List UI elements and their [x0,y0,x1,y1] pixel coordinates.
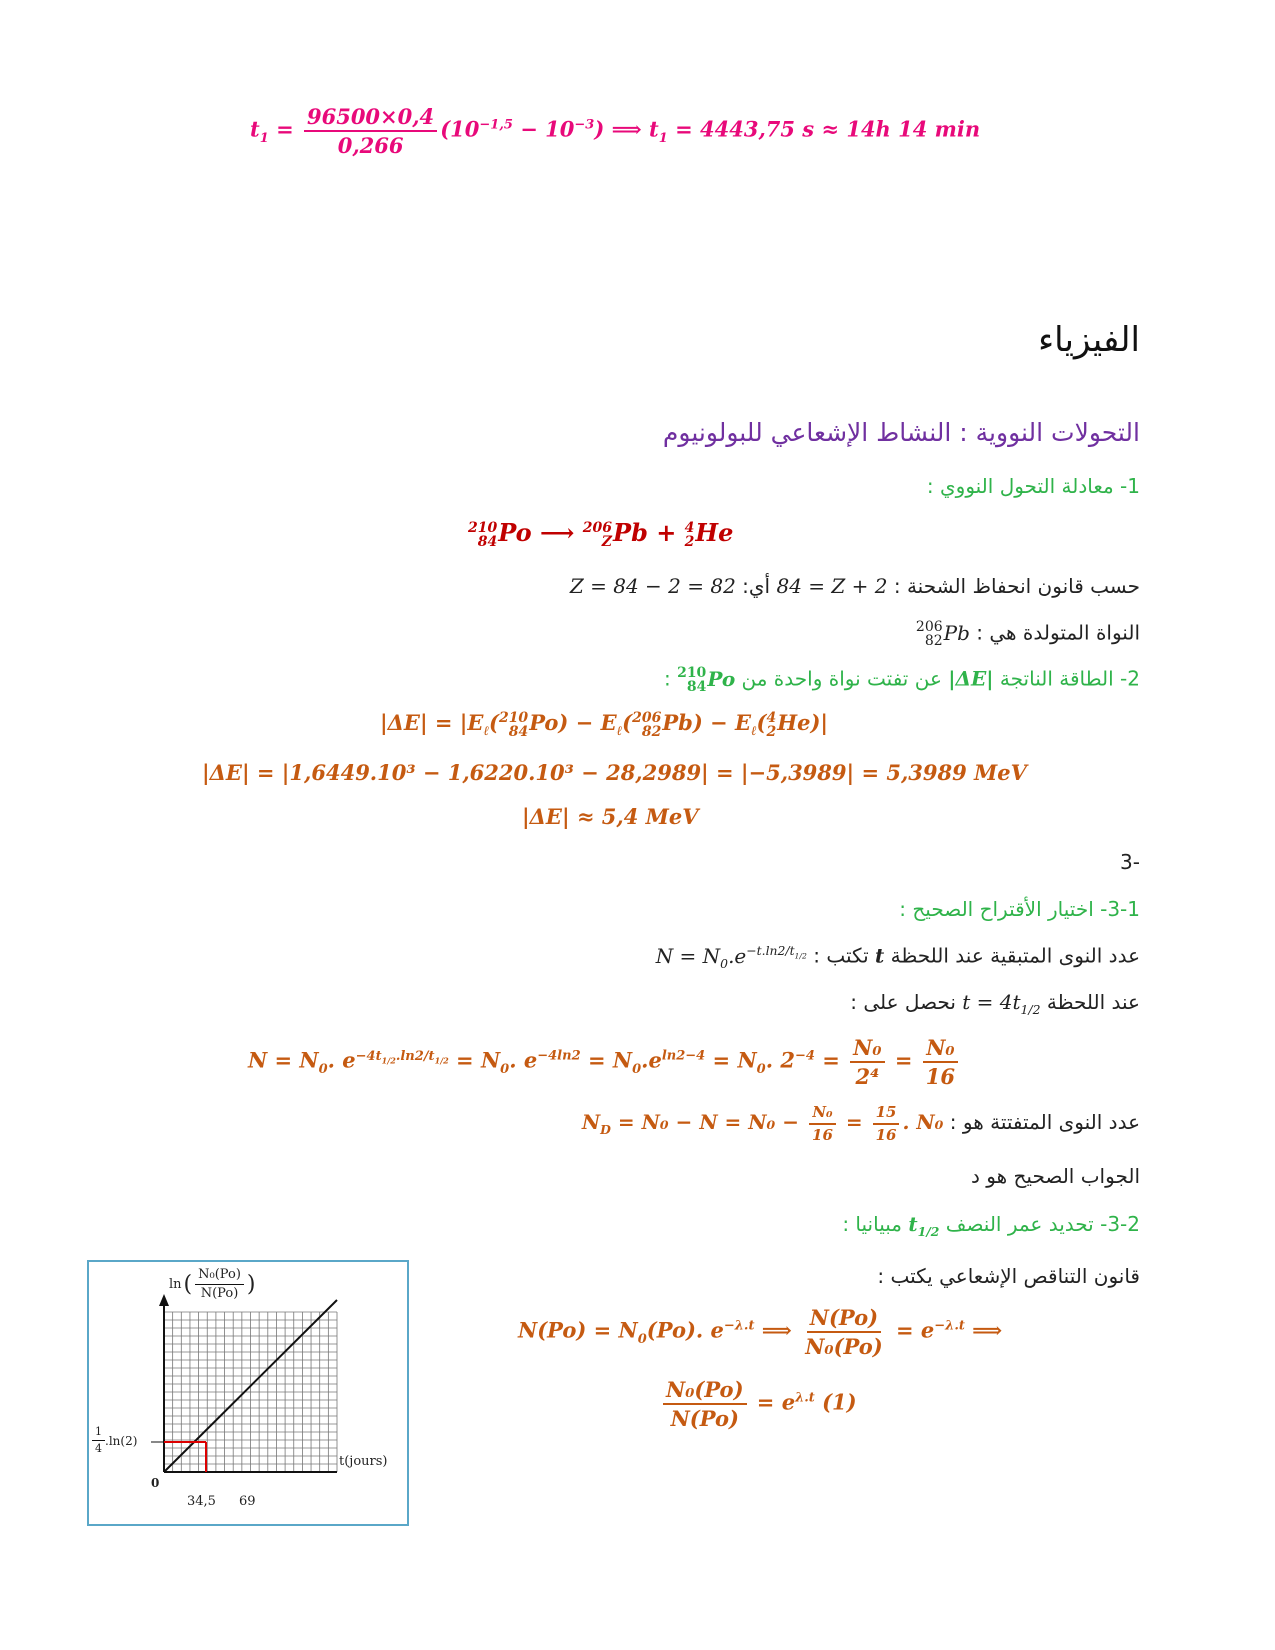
top-equation: $t_1$ = $\frac{96500\times 0,4}{0,266}$ $(10^{-1,5} - 10^{-3})$ ⟹ $t_1 = 4443,75$ s ≈ 14h 14 min [250,104,981,159]
section-title: الفيزياء [1038,320,1140,360]
q32-heading: 3-2- تحديد عمر النصف $t_{1/2}$ مبيانيا : [842,1212,1140,1239]
graph-xtick-2: 69 [239,1494,256,1509]
graph-xlabel: t(jours) [339,1454,388,1469]
answer-line: الجواب الصحيح هو د [971,1164,1140,1188]
q1-heading: 1- معادلة التحول النووي : [926,474,1140,498]
law-equation: $N(Po) = N_0(Po)$. $e^{-\lambda.t}$ ⟹ $\frac{N(Po)}{\text{N₀(Po)}}$ = $e^{-\lambda.t}$ ⟹ [518,1305,1003,1360]
graph-xtick-1: 34,5 [187,1494,216,1509]
remaining-line: عدد النوى المتبقية عند اللحظة t تكتب : $N = N_0.e^{-t.ln2/t_{1/2}}$ [655,943,1140,971]
graph-origin: 0 [151,1476,160,1490]
q2-heading: 2- الطاقة الناتجة |ΔE| عن تفتت نواة واحدة من 210 84 Po : [663,665,1140,695]
q2-eq3: |ΔE| ≈ 5,4 MeV [522,804,699,829]
q3-label: -3 [1120,850,1140,874]
charge-line: حسب قانون انحفاظ الشحنة : 84 = Z + 2 أي: Z = 84 − 2 = 82 [569,574,1140,598]
q2-eq1: $|\Delta E| = |E_\ell$( 210 84 $Po) - E_\ell$( 206 82 $Pb) - E_\ell$( 4 2 He)| [380,709,829,740]
law-text: قانون التناقص الإشعاعي يكتب : [877,1264,1140,1288]
equation-1: $\frac{\text{N₀(Po)}}{N(Po)}$ = $e^{\lambda.t}$ (1) [660,1378,857,1430]
graph-ytick-label: $\frac{1}{4}$ .ln(2) [92,1426,137,1455]
y-axis-arrow [159,1294,169,1306]
q31-heading: 3-1- اختيار الأقتراح الصحيح : [899,897,1140,921]
graph-grid [164,1312,337,1472]
subtitle: التحولات النووية : النشاط الإشعاعي للبولونيوم [662,418,1140,447]
decay-graph [87,1260,409,1526]
q1-reaction: 210 84 Po ⟶ 206 Z Pb + 4 2 He [468,518,734,550]
decayed-line: عدد النوى المتفتتة هو : $N_D = N_0 - N = N_0$ − $\frac{\text{N₀}}{16}$ = $\frac{15}{16}$ . N₀ [581,1103,1140,1144]
nucleus-line: النواة المتولدة هي : 206 82 Pb [915,619,1140,649]
graph-ylabel: ln ( $\frac{\text{N₀(Po)}}{N(Po)}$ ) [169,1267,256,1302]
q2-eq2: |ΔE| = |1,6449.10³ − 1,6220.10³ − 28,2989| = |−5,3989| = 5,3989 MeV [202,760,1027,785]
instant-line: عند اللحظة $t = 4t_{1/2}$ نحصل على : [850,990,1140,1017]
big-equation: $N = N_0$. $e^{-4t_{1/2}.ln2/t_{1/2}} = N_0$. $e^{-4ln2} = N_0.e^{ln2-4} = N_0$. $2^{-4}$ = $\frac{\text{N₀}}{\text{2⁴}}$ = $\frac{\text{N₀}}{16}$ [248,1036,961,1088]
